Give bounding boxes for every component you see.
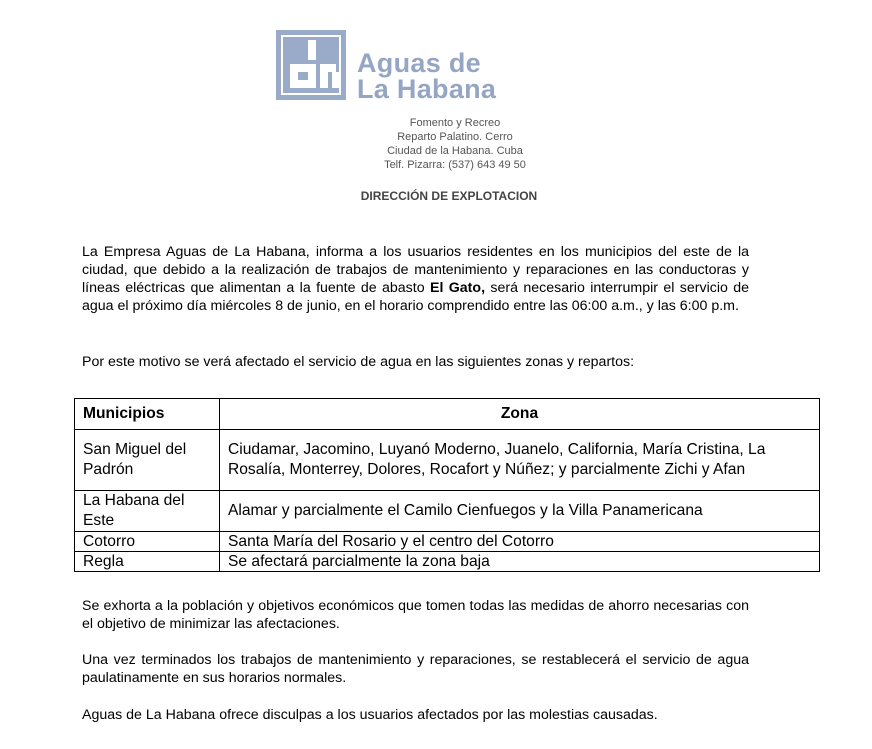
intro-text-cont: será necesario interrumpir el servicio de agua el próximo día miércoles 8 de junio, en el horario comprendido entre las 06:00 a.m., y las 6:00 p.m.: [82, 280, 750, 314]
affected-zones-table: [74, 398, 820, 572]
address-line: Fomento y Recreo: [409, 117, 501, 129]
table-row: [75, 491, 820, 532]
notice-paragraph-affected: Por este motivo se verá afectado el servicio de agua en las siguientes zonas y repartos:: [82, 354, 635, 370]
company-name: [357, 50, 496, 102]
notice-paragraph-apology: Aguas de La Habana ofrece disculpas a los usuarios afectados por las molestias causadas.: [82, 707, 658, 723]
table-header-row: [75, 399, 820, 430]
cell-zona: Se afectará parcialmente la zona baja: [220, 552, 820, 572]
cell-zona: Alamar y parcialmente el Camilo Cienfuegos y la Villa Panamericana: [220, 491, 820, 532]
water-source-name: El Gato,: [429, 280, 486, 296]
department-title: DIRECCIÓN DE EXPLOTACION: [360, 189, 538, 203]
table-row: [75, 552, 820, 572]
cell-municipio: Cotorro: [75, 532, 220, 552]
table-row: [75, 532, 820, 552]
ah-logo-icon: [276, 30, 346, 100]
cell-municipio: La Habana del Este: [75, 491, 220, 532]
address-line: Ciudad de la Habana. Cuba: [387, 145, 523, 157]
intro-text: La Empresa Aguas de La Habana, informa a los usuarios residentes en los municipios del este de la ciudad, que debido a la realización de trabajos de mantenimiento y reparaciones en las conductoras y líneas eléctricas que alimentan a la fuente de abasto: [82, 244, 749, 296]
cell-municipio: San Miguel del Padrón: [75, 430, 220, 491]
notice-paragraph-restore: Una vez terminados los trabajos de mantenimiento y reparaciones, se restablecerá el servicio de agua paulatinamente en sus horarios normales.: [82, 652, 749, 686]
company-name-line1: Aguas de: [357, 48, 481, 78]
company-name-line2: La Habana: [357, 74, 497, 104]
address-line: Reparto Palatino. Cerro: [397, 131, 513, 143]
company-logo-mark: [276, 30, 346, 100]
cell-zona: Santa María del Rosario y el centro del Cotorro: [220, 532, 820, 552]
column-header-zona: Zona: [220, 399, 820, 430]
column-header-municipios: Municipios: [75, 399, 220, 430]
company-address: [330, 116, 580, 172]
notice-paragraph-savings: Se exhorta a la población y objetivos económicos que tomen todas las medidas de ahorro necesarias con el objetivo de minimizar las afectaciones.: [82, 598, 749, 632]
notice-paragraph-intro: [82, 243, 749, 315]
table-row: [75, 430, 820, 491]
address-phone: Telf. Pizarra: (537) 643 49 50: [384, 159, 526, 171]
cell-zona: Ciudamar, Jacomino, Luyanó Moderno, Juanelo, California, María Cristina, La Rosalía, Monterrey, Dolores, Rocafort y Núñez; y parcialmente Zichi y Afan: [220, 430, 820, 491]
cell-municipio: Regla: [75, 552, 220, 572]
